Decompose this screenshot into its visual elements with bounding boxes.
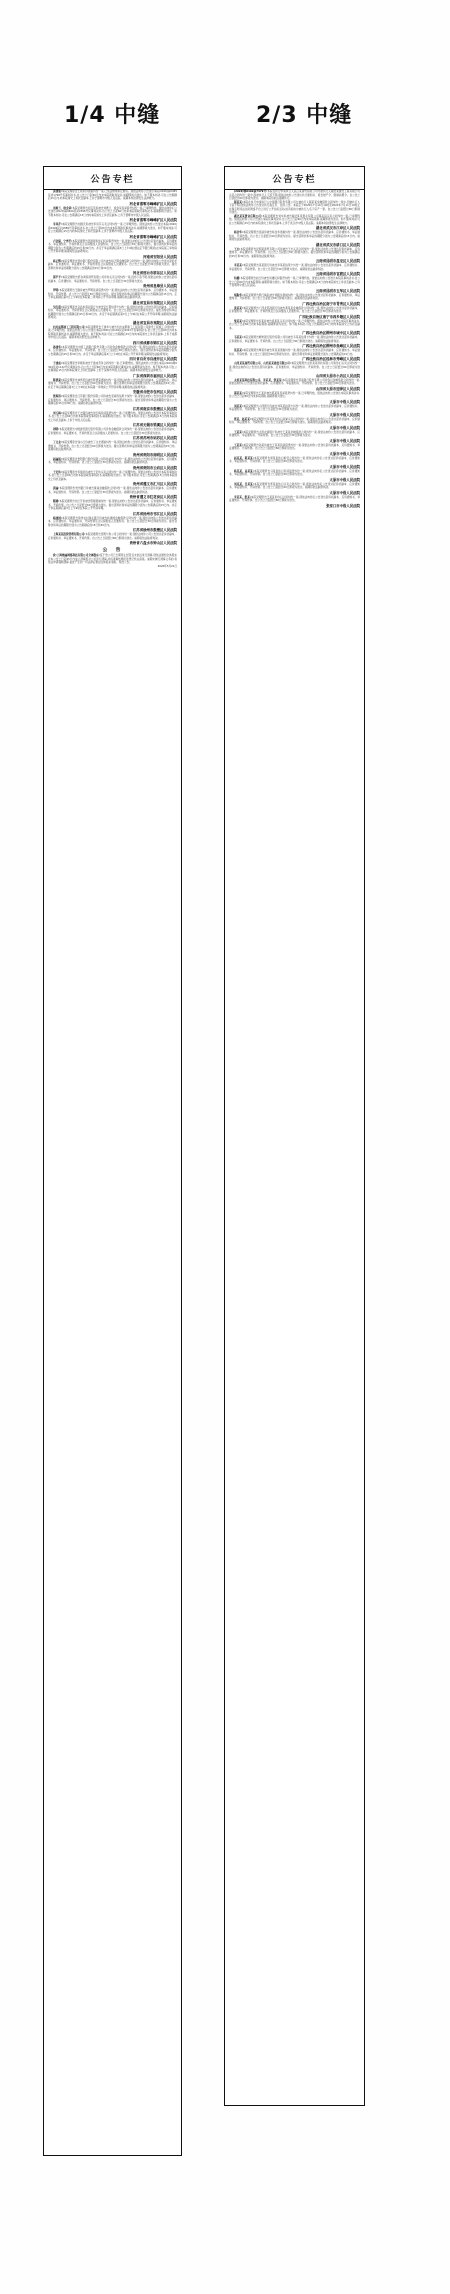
court-signature: 广西壮族自治区柳州市城中区人民法院 bbox=[302, 331, 360, 335]
court-signature: 山西省太原市小店区人民法院 bbox=[315, 373, 360, 378]
notice-body: 本院受理原告覃某诉被告莫某某离婚纠纷一案,现依法向你公告送达起诉状副本、应诉通知书、举证通知书、开庭传票。自公告之日起经过60日即视为送达。提出答辩状和举证的期限分别为公告期满后的15日内。 bbox=[229, 349, 360, 356]
notice-addressee: 杨金华: bbox=[234, 231, 243, 234]
notice-heading: 公 告 bbox=[102, 548, 123, 553]
notice-addressee: 梁某某: bbox=[234, 319, 243, 323]
column-title: 公告专栏 bbox=[272, 174, 317, 185]
notice-paragraph bbox=[44, 458, 181, 465]
notice-paragraph bbox=[225, 336, 364, 343]
notice-paragraph bbox=[44, 500, 181, 511]
court-signature: 河北省邯郸市峰峰矿区人民法院 bbox=[129, 234, 177, 239]
notice-body: 本院受理原告邢台鸿泰商贸有限公司诉你买卖合同纠纷一案,因你下落不明,现依法向你公告送达起诉状副本、应诉通知书、举证通知书、开庭传票。自公告之日起经过30日即视为送达。 bbox=[48, 276, 177, 283]
court-signature: 云南省昆明市五华区人民法院 bbox=[315, 288, 360, 293]
court-signature: 张家口市中级人民法院 bbox=[326, 503, 360, 508]
notice-body: 本院受理原告中国工商银行股份有限公司诉你金融借款合同纠纷一案,现依法向你公告送达起诉状副本、应诉通知书、举证通知书、开庭传票。自公告之日起经过30日即视为送达。提出答辩状和举证的期限分别为公告期满后的15日和30日内。并定于举证期满后第3日上午9时在本院公开开庭审理,逾期将依法缺席判决。 bbox=[48, 345, 177, 356]
notice-date: 2020年5月21日 bbox=[157, 564, 177, 568]
notice-paragraph bbox=[225, 392, 364, 399]
notice-body: 本院在执行申请执行人中国银行股份有限公司与被执行人薛某某金融借款合同纠纷一案中,因被执行人下落不明,现依法向你公告送达执行裁定书、拍卖公告。本院定于2020年7月10日10时至2020年7月11日10时止在淘宝网司法拍卖网络平台上进行公开拍卖活动,拍卖标的为被执行人名下房产一套。自公告之日起经过60日即视为送达。 bbox=[229, 200, 360, 214]
notice-addressee: 赵某某、陈某某: bbox=[234, 456, 254, 460]
notice-addressee: 罗明: bbox=[53, 289, 60, 292]
court-signature: 贵州省贵阳市云岩区人民法院 bbox=[132, 465, 177, 470]
notice-paragraph bbox=[44, 289, 181, 300]
notice-paragraph bbox=[225, 294, 364, 301]
notice-addressee: 杨正辉: bbox=[53, 259, 62, 263]
notice-addressee: 张海涛: bbox=[53, 395, 62, 398]
notice-addressee: 湖北某某置业有限公司: bbox=[234, 214, 262, 218]
notice-body: 本院受理原告林秀英诉被告陈德荣离婚纠纷一案,现依法向你公告送达起诉状副本、应诉通知书、举证通知书、开庭传票。自公告之日起经过60日即视为送达。提出答辩状和举证的期限分别为公告期满后的15日内。并定于举证期满后第3日上午9时在本院第一审判庭公开开庭审理,逾期将依法缺席判决。 bbox=[48, 378, 177, 389]
notice-paragraph bbox=[44, 428, 181, 435]
notice-paragraph bbox=[44, 533, 181, 540]
court-signature: 贵州省六盘水市钟山区人民法院 bbox=[129, 541, 177, 545]
notice-body: 本院受理原告李某诉被告梁某某买卖合同纠纷一案,已审理终结。现依法向你公告送达本院民事判决书,自公告之日起60日内来本院领取,逾期即视为送达。如不服本判决,可在公告期满后15日内向本院递交上诉状及副本。 bbox=[229, 319, 360, 330]
notice-paragraph bbox=[225, 231, 364, 242]
notice-addressee: 陈刚: bbox=[53, 500, 60, 503]
notice-paragraph bbox=[225, 307, 364, 314]
court-signature: 四川省自贡市自流井区人民法院 bbox=[129, 357, 177, 361]
announcement-column-right bbox=[224, 166, 365, 2106]
notice-body: 本院受理原告中国建设银行股份有限公司诉你金融借款合同纠纷一案,现依法向你公告送达起诉状副本、应诉通知书、举证通知书、开庭传票及合议庭组成人员通知书。自公告之日起经过30日即视为送达。 bbox=[48, 428, 177, 435]
notice-body: 本院受理原告柳州银行股份有限公司诉被告韦某某信用卡纠纷一案,现依法向你公告送达起诉状副本、应诉通知书、举证通知书、开庭传票。自公告之日起经过30日即视为送达。逾期将依法缺席判决。 bbox=[229, 336, 360, 343]
notice-body: 本院受理原告太原农商银行诉被告王某某金融借款合同纠纷一案,现依法向你公告送达起诉状副本、应诉通知书、举证通知书、开庭传票。自公告之日起经过30日即视为送达。 bbox=[229, 430, 360, 437]
notice-body: 本院受理原告孙某诉被告王某某民间借贷纠纷一案,现依法向你公告送达起诉状副本、应诉通知书、举证通知书、开庭传票。自公告之日起经过60日即视为送达。 bbox=[229, 443, 360, 450]
notice-addressee: 薛某某: bbox=[234, 200, 243, 204]
notice-paragraph bbox=[225, 457, 364, 464]
notice-paragraph bbox=[225, 190, 364, 201]
court-signature: 太原市中级人民法院 bbox=[329, 477, 360, 482]
column-header bbox=[44, 167, 181, 190]
notice-body: 本院受理原告何宝英诉被告刘惠兰、徐金荣民间借贷纠纷一案,已审理终结。现依法向你们公告送达(2020)冀0406民初2396号民事判决书,自公告之日起60日内来本院领取民事判决书,逾期即视为送达。如不服本判决,可在公告期满后15日内向本院递交上诉状及副本,上诉于邯郸市中级人民法院。 bbox=[48, 206, 177, 217]
notice-paragraph bbox=[44, 471, 181, 482]
notice-body: 本院受理原告贵阳银行股份有限公司诉你信用卡纠纷一案,现依法向你公告送达起诉状副本、应诉通知书、举证通知书、开庭传票。自公告之日起经过30日即视为送达。逾期将依法缺席判决。 bbox=[48, 457, 177, 464]
court-signature: 广西壮族自治区南宁市西乡塘区人民法院 bbox=[298, 314, 360, 319]
court-signature: 太原市中级人民法院 bbox=[329, 399, 360, 404]
notice-addressee: 李某某、张某: bbox=[234, 495, 251, 499]
notice-addressee: 李某某: bbox=[234, 264, 243, 267]
court-signature: 太原市中级人民法院 bbox=[329, 451, 360, 456]
column-header bbox=[225, 167, 364, 190]
notice-paragraph bbox=[225, 277, 364, 288]
notice-paragraph bbox=[44, 346, 181, 357]
column-label-left: 1/4 中缝 bbox=[64, 103, 161, 128]
notice-addressee: 黄丽: bbox=[53, 487, 60, 490]
court-signature: 广东省深圳市福田区人民法院 bbox=[132, 373, 177, 378]
court-signature: 四川省成都市锦江区人民法院 bbox=[132, 340, 177, 345]
notice-body: 本院受理原告贵州银行诉被告黄丽金融借款合同纠纷一案,现依法向你公告送达起诉状副本、应诉通知书、举证通知书、开庭传票。自公告之日起经过30日即视为送达。逾期将依法缺席判决。 bbox=[48, 487, 178, 494]
notice-addressee: 孙建华: bbox=[53, 345, 62, 349]
notice-addressee: 致:上海鼎丽网络科技有限公司全体股东: bbox=[53, 554, 100, 557]
notice-addressee: 丁文龙: bbox=[53, 441, 62, 444]
court-signature: 江苏省南京市鼓楼区人民法院 bbox=[132, 406, 177, 411]
notice-paragraph bbox=[225, 405, 364, 412]
notice-addressee: 王某某: bbox=[234, 430, 243, 434]
notice-body: 本院受理原告某某银行诉被告李某某信用卡纠纷一案,现依法向你公告送达起诉状副本、应诉通知书、举证通知书、开庭传票。自公告之日起经过30日即视为送达。逾期将依法缺席判决。 bbox=[229, 264, 360, 271]
court-signature: 湖北省宜昌市夷陵区人民法院 bbox=[132, 320, 177, 325]
notice-body: 本院受理原告张明与你公司合同纠纷一案,现依法向你公司公告送达起诉状副本、应诉通知书、举证通知书、开庭传票。自公告之日起经过60日即视为送达。逾期将依法缺席判决。 bbox=[48, 533, 177, 540]
notice-body: 本院受理原告王刚诉被告罗明民间借贷纠纷一案,现依法向你公告送达起诉状副本、应诉通知书、举证通知书、开庭传票。自公告之日起经过30日即视为送达。提出答辩状和举证的期限分别为公告期满后的15日内。定于举证期满后第3日上午9时在本院第二审判庭公开开庭审理,逾期将依法缺席判决。 bbox=[48, 289, 177, 299]
notice-body: 本院受理原告王建华与被告四川成都建工工程有限公司建设工程施工合同纠纷一案,已审理终结。现依法向你公司公告送达本院(2020)川0104民初4321号民事判决书,自公告之日起60日内来本院领取民事判决书,逾期即视为送达。如不服本判决,可在公告期满后15日内向本院递交上诉状及副本,上诉于成都市中级人民法院。逾期本判决即发生法律效力。 bbox=[48, 325, 177, 339]
notice-addressee: 韦某某: bbox=[234, 336, 243, 339]
notice-addressee: 刘某某: bbox=[234, 404, 243, 408]
notice-body: 本院受理原告李国华诉被告王宏伟买卖合同纠纷一案,已审理终结。现依法向你公告送达本院民事判决书,自公告之日起60日内来本院领取民事判决书,逾期即视为送达。如不服本判决,可在公告期满后15日内向本院递交上诉状及副本。 bbox=[48, 470, 177, 481]
court-signature: 湖北省宜昌市夷陵区人民法院 bbox=[132, 300, 177, 305]
court-signature: 广西壮族自治区南宁市青秀区人民法院 bbox=[302, 301, 360, 306]
notice-paragraph bbox=[44, 306, 181, 320]
court-signature: 云南省昆明市官渡区人民法院 bbox=[315, 272, 360, 276]
notice-paragraph bbox=[44, 276, 181, 283]
notice-body: 本院受理原告王艳诉你离婚纠纷一案,已依法缴纳诉讼费用。现依法向你公告送达本院(2020)冀0485民初1768号民事判决书,自公告之日起60日内来本院领取判决书,逾期即视为送达。如不服本判决,可在公告期满后15日内,向本院递交上诉状及副本,上诉于邯郸市中级人民法院。逾期本判决即发生法律效力。 bbox=[48, 190, 177, 200]
notice-addressee: 于建成: bbox=[53, 362, 62, 365]
court-signature: 江苏省徐州市鼓楼区人民法院 bbox=[132, 528, 177, 532]
notice-addressee: 上海某某投资管理有限公司: bbox=[53, 533, 86, 536]
notice-body: 本院受理原告李刚诉被告于建成劳务合同纠纷一案,已审理终结。现依法向你公告送达本院(2020)粤0304民初1122号民事判决书,自公告之日起60日内来本院领取民事判决书,逾期即视为送达。如不服本判决,可在公告期满后15日内向本院递交上诉状及副本,上诉于深圳市中级人民法院。逾期本判决即发生法律效力。 bbox=[48, 362, 177, 372]
notice-body: 本院受理原告晋商银行股份有限公司诉你们金融借款合同纠纷一案,现依法向你们公告送达起诉状副本、应诉通知书、举证通知书、开庭传票。自公告之日起经过60日即视为送达。 bbox=[229, 378, 360, 385]
notice-paragraph bbox=[44, 260, 181, 271]
court-signature: 云南省昆明市盘龙区人民法院 bbox=[315, 259, 360, 263]
column-label-right: 2/3 中缝 bbox=[256, 103, 353, 128]
notice-paragraph bbox=[44, 190, 181, 201]
notice-body: 本院受理原告刘华诉被告湖北某某置业有限公司商品房买卖合同纠纷一案,已审理终结。现依法向你公司公告送达本院民事判决书,自公告之日起60日内来本院领取,逾期即视为送达。如不服本判决,可在公告期满后15日内向本院递交上诉状及副本,上诉于武汉市中级人民法院。逾期本判决即发生法律效力。 bbox=[229, 214, 360, 225]
notice-paragraph bbox=[225, 444, 364, 451]
notice-body: 本院受理原告宜昌市商业银行与被告吴红霞信用卡纠纷一案,现依法向你公告送达起诉状副本、应诉通知书、举证通知书、开庭传票及合议庭组成人员通知书。自公告之日起经过60日即视为送达。提出答辩状和举证的期限分别为公告期满后的15日和30日内。并定于举证期满后第3日上午9时在本院公开开庭审理,逾期将依法缺席判决。 bbox=[48, 305, 177, 319]
notice-addressee: 王志: bbox=[234, 247, 241, 251]
notice-body: 本院受理原告陈红梅诉被告胡振华离婚纠纷一案,现依法向你公告送达起诉状副本、应诉通知书、举证通知书、开庭传票。自公告之日起经过60日即视为送达。逾期将依法缺席判决。 bbox=[229, 293, 360, 300]
notice-paragraph bbox=[44, 326, 181, 340]
notice-addressee: 吴红霞: bbox=[53, 305, 62, 309]
notice-addressee: 陈德荣: bbox=[53, 378, 62, 382]
notice-body: 本院受理原告赵红诉被告何雄民间借贷纠纷一案,已审理终结。现依法向你公告送达本院民事判决书,自公告之日起60日内来本院领取,逾期即视为送达。如不服本判决,可在公告期满后15日内向本院递交上诉状及副本,上诉于昆明市中级人民法院。 bbox=[229, 277, 360, 287]
announcement-column-left bbox=[43, 166, 182, 2156]
notice-paragraph bbox=[225, 470, 364, 477]
notice-body: 本院受理原告太原某某科技有限公司诉你们买卖合同纠纷一案,现依法向你们公告送达起诉状副本、应诉通知书、举证通知书、开庭传票。自公告之日起经过60日即视为送达。 bbox=[229, 362, 360, 372]
court-signature: 江苏省无锡市梁溪区人民法院 bbox=[132, 423, 177, 427]
notice-paragraph bbox=[44, 517, 181, 528]
notice-body: 本院受理原告张国强诉你们民间借贷纠纷一案,现依法向你们公告送达起诉状副本、应诉通知书、举证通知书、开庭传票及合议庭组成人员通知书。自公告之日起经过30日即视为送达。提出答辩状和举证的期限分别为公告期满后的15日和30日内。并定于举证期满后第3日上午9时(遇法定节假日顺延)在本院第三审判庭公开开庭审理,逾期将依法缺席判决。 bbox=[48, 239, 177, 253]
notice-paragraph bbox=[225, 362, 364, 373]
notice-paragraph bbox=[225, 248, 364, 259]
notice-paragraph bbox=[225, 215, 364, 226]
court-signature: 太原市中级人民法院 bbox=[329, 490, 360, 495]
notice-paragraph bbox=[44, 441, 181, 452]
notice-paragraph bbox=[225, 349, 364, 356]
notice-paragraph bbox=[225, 418, 364, 425]
notice-body: 本院受理原告山西银行诉被告刘某某信用卡纠纷一案,现依法向你公告送达起诉状副本、应诉通知书、举证通知书、开庭传票。自公告之日起经过30日即视为送达。 bbox=[229, 404, 360, 411]
notice-addressee: 黄建旭: bbox=[53, 190, 62, 193]
notice-addressee: 王某某: bbox=[234, 443, 243, 447]
notice-paragraph bbox=[44, 379, 181, 390]
notice-body: 本院受理原告徐州农村商业银行诉被告杨建国金融借款合同纠纷一案,现依法向你公告送达起诉状副本、应诉通知书、举证通知书、开庭传票及合议庭组成人员通知书。自公告之日起经过30日即视为送达。提出答辩状和举证的期限分别为公告期满后的15日和30日内。 bbox=[48, 516, 177, 527]
notice-body: 本院受理原告王某诉被告郭某某民间借贷纠纷一案,已审理终结。现依法向你公告送达本院民事判决书,自公告之日起60日内来本院领取,逾期即视为送达。 bbox=[229, 391, 360, 398]
notice-body: 本院受理原告刘兰芳诉被告陈刚离婚纠纷一案,现依法向你公告送达起诉状副本、应诉通知书、举证通知书、开庭传票。自公告之日起经过60日即视为送达。提出答辩状和举证的期限分别为公告期满后的15日内。并定于举证期满后第3日上午9时在本院公开开庭审理。 bbox=[48, 500, 177, 510]
notice-addressee: 太原某某科技有限公司、李某某、张某某: bbox=[234, 378, 283, 382]
notice-body: 本院受理原告郑某诉你们买卖合同纠纷一案,现依法向你们公告送达起诉状副本、应诉通知书、举证通知书、开庭传票。自公告之日起经过60日即视为送达。逾期将依法缺席判决。 bbox=[229, 482, 360, 489]
notice-body: 本院受理原告周某诉你们租赁合同纠纷一案,现依法向你们公告送达起诉状副本、应诉通知书、举证通知书、开庭传票。自公告之日起经过60日即视为送达。 bbox=[229, 456, 360, 463]
court-signature: 河北省邯郸市峰峰矿区人民法院 bbox=[129, 218, 177, 222]
notice-addressee: 何雄: bbox=[234, 277, 241, 280]
court-signature: 湖北省武汉市江岸区人民法院 bbox=[315, 226, 360, 230]
court-signature: 江苏省扬州市邗江区人民法院 bbox=[132, 511, 177, 516]
notice-addressee: 郭平平: bbox=[53, 276, 62, 279]
court-signature: 江苏省苏州市姑苏区人民法院 bbox=[132, 436, 177, 440]
notice-addressee: 刘玉梅: bbox=[53, 411, 62, 415]
notice-paragraph bbox=[44, 487, 181, 494]
notice-paragraph bbox=[44, 362, 181, 373]
notice-addressee: (2020)鄂0102执7479号: bbox=[234, 190, 268, 193]
notice-addressee: 山西某某商贸有限公司、山西某某建设有限公司: bbox=[234, 362, 291, 365]
notice-paragraph bbox=[225, 496, 364, 503]
notice-addressee: 四川成都建工工程有限公司: bbox=[53, 325, 86, 329]
notice-addressee: 杨建国: bbox=[53, 516, 62, 520]
announcement-list bbox=[44, 190, 181, 568]
notice-paragraph bbox=[225, 483, 364, 490]
notice-body: 本院受理原告王某某诉你们合同纠纷一案,现依法向你们公告送达起诉状副本、应诉通知书、举证通知书、开庭传票。自公告之日起经过60日即视为送达。 bbox=[229, 495, 361, 502]
notice-body: 本院受理原告钱小红诉被告丁文龙离婚纠纷一案,现依法向你公告送达起诉状副本、应诉通知书、举证通知书、开庭传票。自公告之日起经过60日即视为送达。提出答辩状和举证的期限分别为公告期满后的15日内。逾期将依法缺席判决。 bbox=[48, 441, 177, 451]
notice-body: 本院受理原告刘国庆诉被告李凤芹买卖合同纠纷一案,已审理终结。现依法向你公告送达本院(2020)冀0406民初1889号民事判决书,自公告之日起60日内来本院领取民事判决书,逾期即视为送达。如不服本判决,可在公告期满后15日内向本院递交上诉状及副本,上诉于邯郸市中级人民法院。 bbox=[48, 223, 177, 233]
court-signature: 湖北省武汉市硚口区人民法院 bbox=[315, 242, 360, 247]
notice-addressee: 黄某某: bbox=[234, 306, 243, 310]
court-signature: 河北省邢台市桥东区人民法院 bbox=[132, 271, 177, 275]
notice-addressee: 郭某某: bbox=[234, 391, 243, 395]
court-signature: 广西壮族自治区柳州市鱼峰区人民法院 bbox=[302, 344, 360, 348]
court-signature: 贵州省遵义市红花岗区人民法院 bbox=[129, 495, 177, 499]
court-signature: 太原市中级人民法院 bbox=[329, 438, 360, 443]
court-signature: 贵州省遵义市汇川区人民法院 bbox=[132, 482, 177, 486]
notice-paragraph bbox=[44, 240, 181, 254]
column-title: 公告专栏 bbox=[90, 174, 135, 185]
court-signature: 河北省邯郸市峰峰矿区人民法院 bbox=[129, 201, 177, 206]
notice-addressee: 莫某某: bbox=[234, 349, 243, 352]
notice-addressee: 王宏伟: bbox=[53, 470, 62, 474]
court-signature: 安徽省合肥市包河区人民法院 bbox=[132, 390, 177, 394]
notice-paragraph bbox=[44, 207, 181, 218]
court-signature: 广西壮族自治区桂林市秀峰区人民法院 bbox=[302, 357, 360, 361]
notice-paragraph bbox=[44, 554, 181, 565]
notice-addressee: 杨某某、高某某: bbox=[234, 469, 254, 473]
notice-addressee: 张某、赵某某: bbox=[234, 417, 251, 421]
notice-body: 本院受理原告王志强诉被告刘玉梅民间借贷纠纷一案,已审理终结。现依法向你公告送达本院民事判决书,自公告之日起60日内来本院领取民事判决书,逾期即视为送达。如不服本判决,可在公告期满后15日内向本院递交上诉状及副本,上诉于中级人民法院。 bbox=[48, 411, 177, 422]
notice-paragraph bbox=[44, 223, 181, 234]
notice-addressee: 卢金保、宁秀平: bbox=[53, 239, 73, 243]
notice-body: 本院受理原告广西北部湾银行诉被告黄某某金融借款合同纠纷一案,现依法向你公告送达起诉状副本、应诉通知书、举证通知书、开庭传票及合议庭组成人员通知书。自公告之日起经过30日即视为送达。 bbox=[229, 306, 360, 313]
notice-paragraph bbox=[225, 320, 364, 331]
notice-addressee: 李凤芹: bbox=[53, 223, 62, 226]
notice-addressee: 刘惠兰、徐金荣: bbox=[53, 206, 73, 210]
notice-body: 鉴于贵公司已长期停止经营且未依法进行清算,现依法通知全体股东自本公告之日起45日内成立清算组对公司进行清算,并将清算结果报送登记机关备案。逾期未履行清算义务的,将依法申请强制清算,由此产生的一切法律后果由全体股东承担。特此公告。 bbox=[48, 554, 178, 564]
notice-body: 本院在执行申请执行人武汉某商贸有限公司与被执行人湖北某建设工程有限公司买卖合同纠纷一案中,因被执行人下落不明,现依法向你公告送达执行通知书、报告财产令、限制消费令。自公告之日起经过60日即视为送达。逾期本院将依法强制执行。 bbox=[229, 190, 360, 200]
court-signature: 山西省太原市迎泽区人民法院 bbox=[315, 386, 360, 391]
notice-paragraph bbox=[44, 412, 181, 423]
notice-addressee: 刘某某、吴某某: bbox=[234, 482, 254, 486]
court-signature: 太原市中级人民法院 bbox=[329, 464, 360, 469]
notice-paragraph bbox=[225, 264, 364, 271]
notice-body: 本院受理原告昆明某商贸有限公司诉被告王志买卖合同纠纷一案,现依法向你公告送达起诉状副本、应诉通知书、举证通知书、开庭传票。自公告之日起经过30日即视为送达。提出答辩状和举证的期限分别为公告期满后的15日和30日内。逾期将依法缺席判决。 bbox=[229, 247, 360, 258]
court-signature: 贵州省息烽县人民法院 bbox=[143, 284, 177, 288]
notice-body: 本院受理原告张丽诉被告杨金华离婚纠纷一案,现依法向你公告送达起诉状副本、应诉通知书、举证通知书、开庭传票。自公告之日起经过60日即视为送达。提出答辩状和举证的期限分别为公告期满后的15日内。逾期将依法缺席判决。 bbox=[229, 231, 360, 241]
notice-paragraph bbox=[225, 431, 364, 438]
notice-addressee: 周明: bbox=[53, 428, 60, 431]
notice-body: 本院受理原告李某某诉你们房屋买卖合同纠纷一案,现依法向你们公告送达起诉状副本、应诉通知书、举证通知书、开庭传票。自公告之日起经过60日即视为送达。逾期将依法缺席判决。 bbox=[229, 417, 361, 424]
notice-body: 本院受理原告邢台银行股份有限公司与被告杨正辉金融借款合同纠纷一案,现依法向你公告送达起诉状副本、应诉通知书、举证通知书、开庭传票及合议庭组成人员通知书。自公告之日起经过30日即视为送达。提出答辩状和举证的期限分别为公告期满后的15日和30日内。 bbox=[48, 259, 177, 270]
court-signature: 太原市中级人民法院 bbox=[329, 425, 360, 430]
court-signature: 河南省安阳县人民法院 bbox=[143, 254, 177, 259]
notice-body: 本院受理原告马某诉你们民间借贷纠纷一案,现依法向你们公告送达起诉状副本、应诉通知书、举证通知书、开庭传票。自公告之日起经过60日即视为送达。 bbox=[229, 469, 360, 476]
announcement-list bbox=[225, 190, 364, 509]
notice-addressee: 赵丽娟: bbox=[53, 457, 62, 461]
court-signature: 贵州省贵阳市南明区人民法院 bbox=[132, 452, 177, 457]
notice-paragraph bbox=[225, 201, 364, 215]
court-signature: 太原市中级人民法院 bbox=[329, 412, 360, 417]
notice-body: 本院受理原告江苏银行股份有限公司诉被告张海涛信用卡纠纷一案,现依法向你公告送达起诉状副本、应诉通知书、举证通知书、开庭传票。自公告之日起经过30日即视为送达。提出答辩状和举证的期限分别为公告期满后的15日和30日内。逾期将依法缺席判决。 bbox=[48, 395, 177, 405]
notice-paragraph bbox=[44, 395, 181, 406]
notice-addressee: 胡振华: bbox=[234, 293, 243, 297]
notice-paragraph bbox=[225, 379, 364, 386]
